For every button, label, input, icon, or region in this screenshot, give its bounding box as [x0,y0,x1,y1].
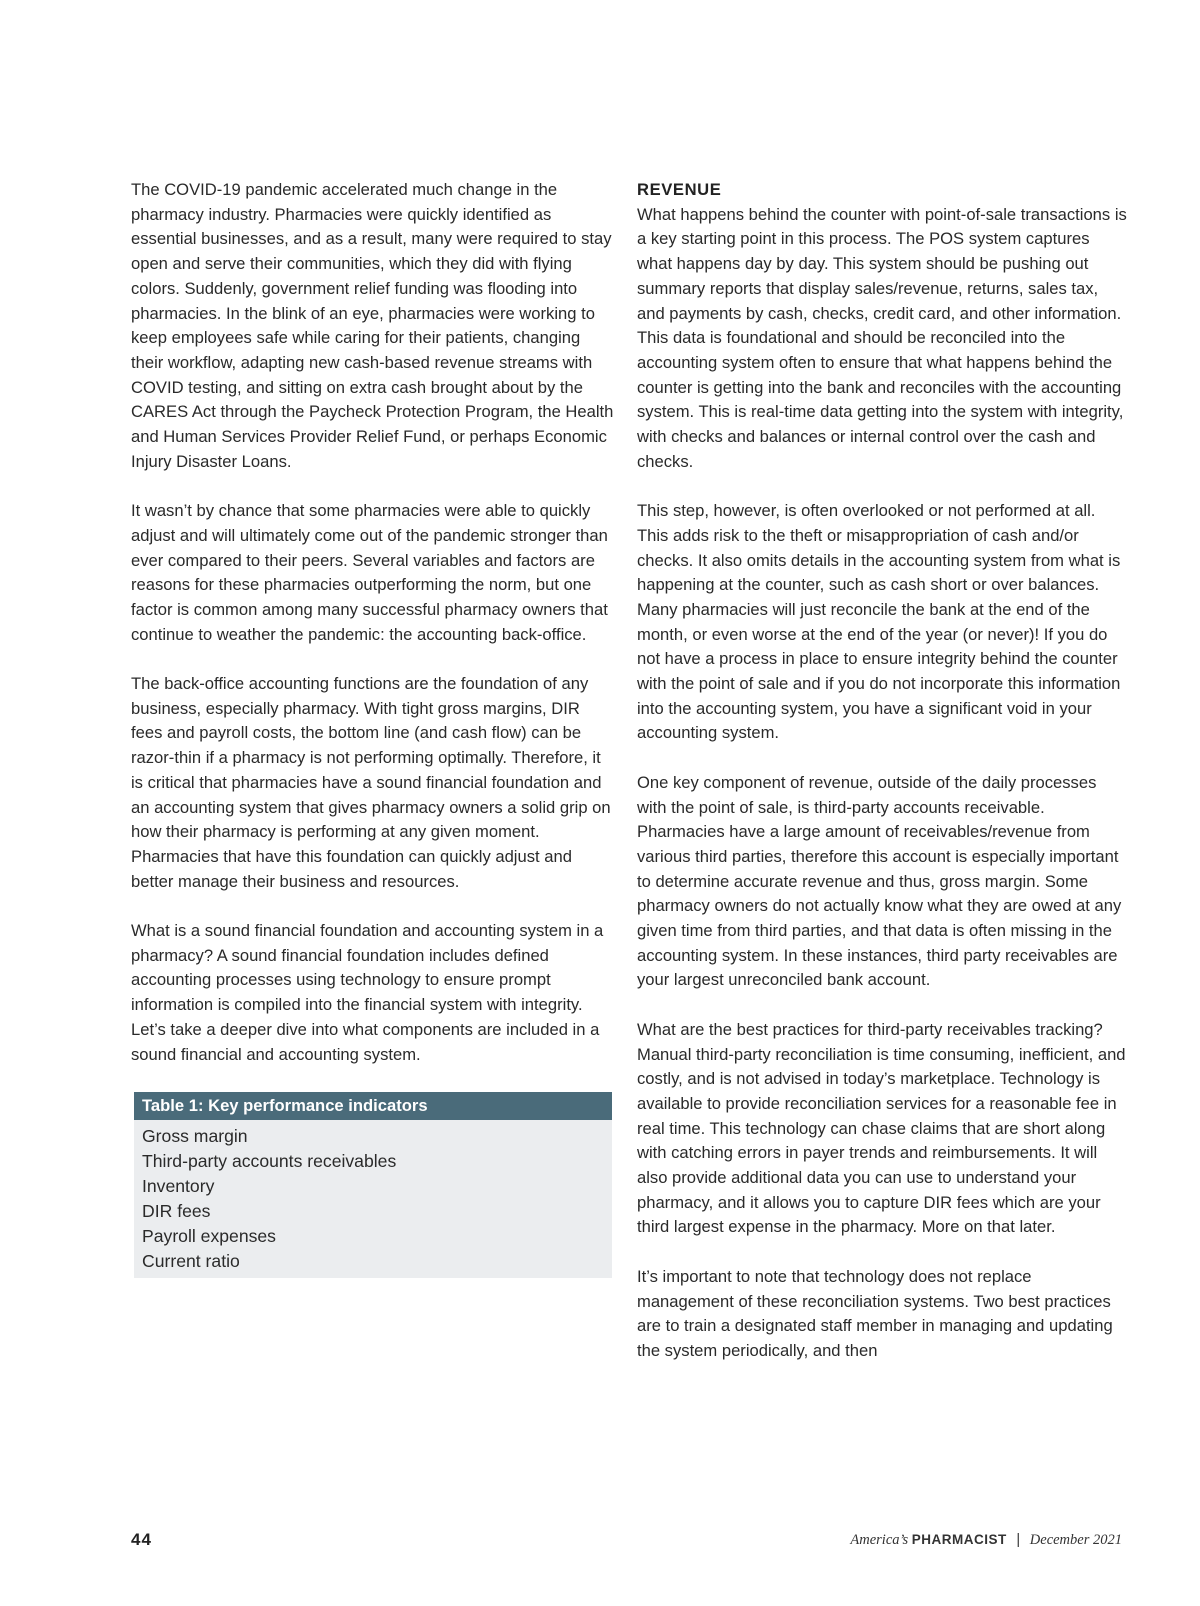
body-paragraph: The back-office accounting functions are the foundation of any business, especially pharmacy. With tight gross margins, DIR fees and payroll costs, the bottom line (and cash flow) can be razor-thin if a pharmacy is not performing optimally. Therefore, it is critical that pharmacies have a sound financial foundation and an accounting system that gives pharmacy owners a solid grip on how their pharmacy is performing at any given moment. Pharmacies that have this foundation can quickly adjust and better manage their business and resources. [131,674,611,891]
page-number: 44 [131,1530,152,1549]
footer-separator: | [1016,1532,1021,1548]
section-heading: REVENUE [637,180,722,199]
kpi-table-title: Table 1: Key performance indicators [134,1092,612,1120]
right-column [637,178,1127,1388]
body-paragraph: What is a sound financial foundation and accounting system in a pharmacy? A sound financial foundation includes defined accounting processes using technology to ensure prompt information is compiled into the financial system with integrity. Let’s take a deeper dive into what components are included in a sound financial and accounting system. [131,921,604,1064]
left-column [131,178,615,1278]
kpi-table-list [134,1120,612,1278]
publication-name: PHARMACIST [911,1532,1007,1547]
kpi-item: Gross margin [142,1125,248,1146]
kpi-table [134,1092,612,1278]
body-paragraph: It’s important to note that technology does not replace management of these reconciliation systems. Two best practices are to train a designated staff member in managing and updating the system periodically, and then [637,1266,1113,1360]
body-paragraph: What are the best practices for third-party receivables tracking? Manual third-party reconciliation is time consuming, inefficient, and costly, and is not advised in today’s marketplace. Technology is available to provide reconciliation services for a reasonable fee in real time. This technology can chase claims that are short along with catching errors in payer trends and reimbursements. It will also provide additional data you can use to understand your pharmacy, and it allows you to capture DIR fees which are your third largest expense in the pharmacy. More on that later. [637,1019,1126,1237]
kpi-item: Third-party accounts receivables [142,1150,397,1171]
publication-footer [850,1532,1122,1549]
kpi-item: DIR fees [142,1200,211,1221]
kpi-item: Inventory [142,1175,215,1196]
body-paragraph: The COVID-19 pandemic accelerated much change in the pharmacy industry. Pharmacies were quickly identified as essential businesses, and as a result, many were required to stay open and serve their communities, which they did with flying colors. Suddenly, government relief funding was flooding into pharmacies. In the blink of an eye, pharmacies were working to keep employees safe while caring for their patients, changing their workflow, adapting new cash-based revenue streams with COVID testing, and sitting on extra cash brought about by the CARES Act through the Paycheck Protection Program, the Health and Human Services Provider Relief Fund, or perhaps Economic Injury Disaster Loans. [131,180,614,471]
body-paragraph: This step, however, is often overlooked or not performed at all. This adds risk to the theft or misappropriation of cash and/or checks. It also omits details in the accounting system from what is happening at the counter, such as cash short or over balances. Many pharmacies will just reconcile the bank at the end of the month, or even worse at the end of the year (or never)! If you do not have a process in place to ensure integrity behind the counter with the point of sale and if you do not incorporate this information into the accounting system, you have a significant void in your accounting system. [637,501,1121,743]
issue-date: December 2021 [1029,1532,1122,1548]
body-paragraph: One key component of revenue, outside of the daily processes with the point of sale, is third-party accounts receivable. Pharmacies have a large amount of receivables/revenue from various third parties, therefore this account is especially important to determine accurate revenue and thus, gross margin. Some pharmacy owners do not actually know what they are owed at any given time from third parties, and that data is often missing in the accounting system. In these instances, third party receivables are your largest unreconciled bank account. [637,772,1122,990]
kpi-item: Payroll expenses [142,1225,276,1246]
body-paragraph: What happens behind the counter with point-of-sale transactions is a key starting point in this process. The POS system captures what happens day by day. This system should be pushing out summary reports that display sales/revenue, returns, sales tax, and payments by cash, checks, credit card, and other information. This data is foundational and should be reconciled into the accounting system often to ensure that what happens behind the counter is getting into the bank and reconciles with the accounting system. This is real-time data getting into the system with integrity, with checks and balances or internal control over the cash and checks. [637,204,1127,471]
body-paragraph: It wasn’t by chance that some pharmacies were able to quickly adjust and will ultimately come out of the pandemic stronger than ever compared to their peers. Several variables and factors are reasons for these pharmacies outperforming the norm, but one factor is common among many successful pharmacy owners that continue to weather the pandemic: the accounting back-office. [131,501,608,644]
kpi-item: Current ratio [142,1250,240,1271]
publication-prefix: America’s [850,1532,909,1548]
